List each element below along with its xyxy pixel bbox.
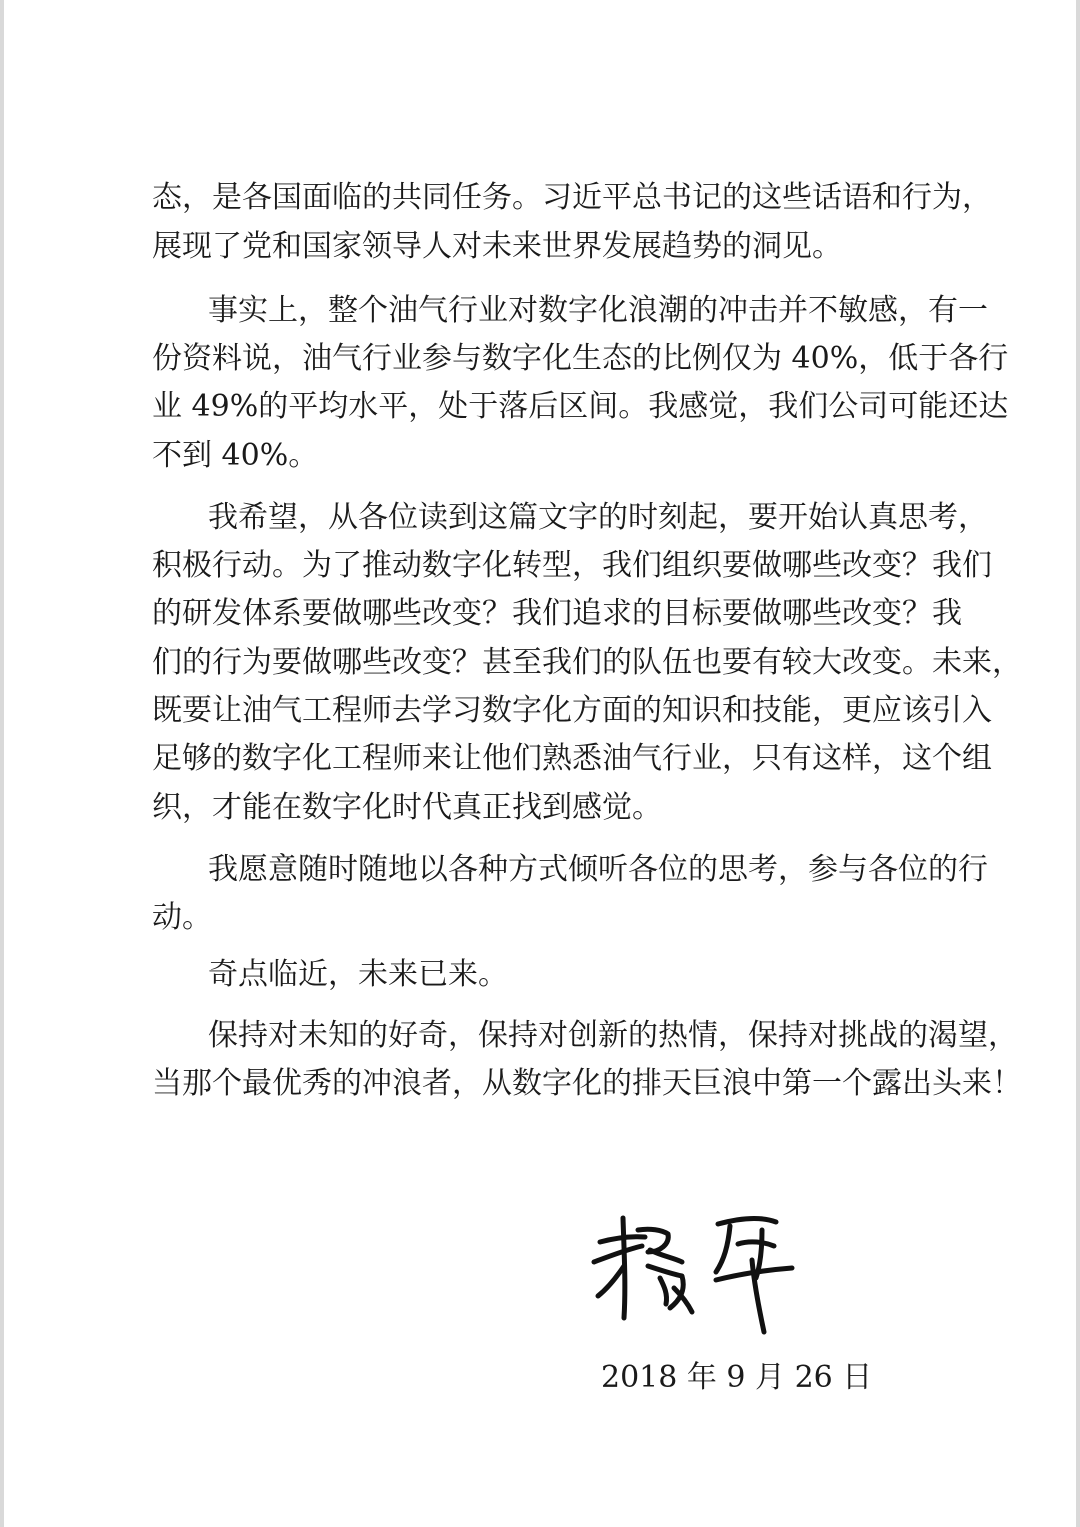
letter-line: 业 49%的平均水平，处于落后区间。我感觉，我们公司可能还达 xyxy=(152,389,1009,424)
letter-line: 我愿意随时随地以各种方式倾听各位的思考，参与各位的行 xyxy=(208,852,988,887)
handwritten-signature xyxy=(590,1200,820,1340)
letter-line: 当那个最优秀的冲浪者，从数字化的排天巨浪中第一个露出头来！ xyxy=(152,1066,1022,1101)
letter-line: 事实上，整个油气行业对数字化浪潮的冲击并不敏感，有一 xyxy=(208,293,988,328)
letter-line: 份资料说，油气行业参与数字化生态的比例仅为 40%，低于各行 xyxy=(152,341,1009,376)
letter-line: 的研发体系要做哪些改变？我们追求的目标要做哪些改变？我 xyxy=(152,596,962,631)
letter-line: 织，才能在数字化时代真正找到感觉。 xyxy=(152,790,662,825)
letter-line: 我希望，从各位读到这篇文字的时刻起，要开始认真思考， xyxy=(208,500,988,535)
letter-line: 展现了党和国家领导人对未来世界发展趋势的洞见。 xyxy=(152,229,842,264)
letter-line: 既要让油气工程师去学习数字化方面的知识和技能，更应该引入 xyxy=(152,693,992,728)
letter-line: 保持对未知的好奇，保持对创新的热情，保持对挑战的渴望， xyxy=(208,1018,1018,1053)
letter-date: 2018 年 9 月 26 日 xyxy=(601,1360,873,1395)
letter-line: 足够的数字化工程师来让他们熟悉油气行业，只有这样，这个组 xyxy=(152,741,992,776)
letter-line: 不到 40%。 xyxy=(152,438,319,473)
letter-line: 们的行为要做哪些改变？甚至我们的队伍也要有较大改变。未来， xyxy=(152,645,1022,680)
letter-line: 积极行动。为了推动数字化转型，我们组织要做哪些改变？我们 xyxy=(152,548,992,583)
letter-line: 动。 xyxy=(152,900,212,935)
page-edge-left xyxy=(0,0,4,1527)
page-edge-right xyxy=(1076,0,1080,1527)
letter-line: 奇点临近，未来已来。 xyxy=(208,957,508,992)
letter-line: 态，是各国面临的共同任务。习近平总书记的这些话语和行为， xyxy=(152,180,992,215)
